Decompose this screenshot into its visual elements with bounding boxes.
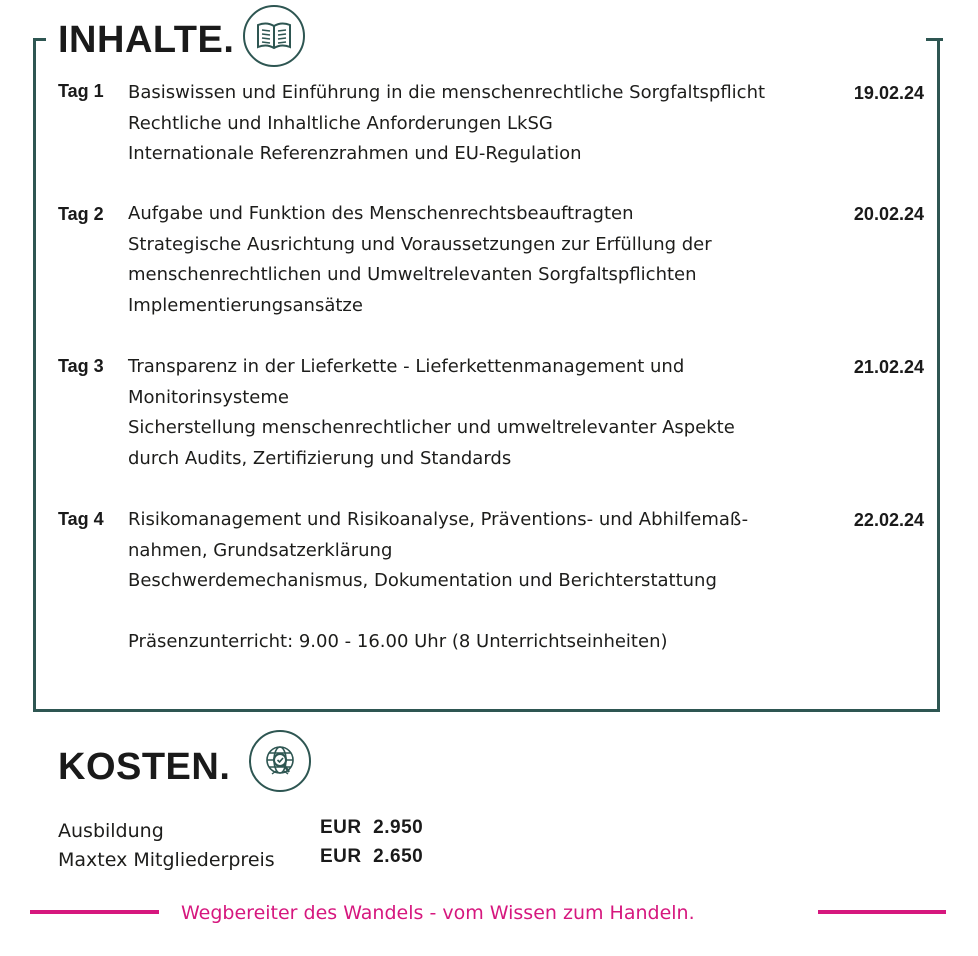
day-line: Strategische Ausrichtung und Voraussetzungen zur Erfüllung der	[128, 233, 712, 255]
day-date: 22.02.24	[853, 510, 924, 530]
day-line: menschenrechtlichen und Umweltrelevanten Sorgfaltspflichten	[128, 264, 697, 285]
day-line: Internationale Referenzrahmen und EU-Regulation	[128, 143, 582, 164]
cost-value: EUR 2.950	[320, 817, 424, 838]
cost-value: EUR 2.650	[320, 846, 424, 867]
day-label: Tag 2	[58, 204, 104, 224]
footer-rule-right	[818, 910, 946, 914]
day-content	[128, 505, 748, 597]
footer-rule-left	[30, 910, 159, 914]
inhalte-title: INHALTE.	[58, 19, 235, 61]
day-content	[128, 199, 712, 321]
day-line: Sicherstellung menschenrechtlicher und umweltrelevanter Aspekte	[128, 417, 735, 438]
globe-search-icon	[249, 730, 311, 792]
day-line: durch Audits, Zertifizierung und Standards	[128, 447, 512, 469]
day-line: Transparenz in der Lieferkette - Lieferkettenmanagement und	[128, 356, 685, 377]
footer-tagline: Wegbereiter des Wandels - vom Wissen zum Handeln.	[181, 902, 695, 924]
day-line: Monitorinsysteme	[128, 386, 289, 408]
day-line: Beschwerdemechanismus, Dokumentation und Berichterstattung	[128, 570, 717, 591]
day-label: Tag 1	[58, 81, 104, 101]
day-content	[128, 78, 765, 170]
frame-corner-right	[926, 38, 943, 41]
day-content	[128, 352, 735, 474]
schedule-text: Präsenzunterricht: 9.00 - 16.00 Uhr (8 Unterrichtseinheiten)	[128, 631, 668, 652]
frame-corner-left	[33, 38, 46, 41]
cost-label: Maxtex Mitgliederpreis	[58, 849, 275, 871]
day-line: nahmen, Grundsatzerklärung	[128, 539, 393, 561]
day-line: Aufgabe und Funktion des Menschenrechtsbeauftragten	[128, 203, 634, 224]
day-date: 20.02.24	[853, 204, 924, 224]
cost-label: Ausbildung	[58, 820, 164, 842]
kosten-title: KOSTEN.	[58, 746, 231, 788]
day-label: Tag 4	[58, 509, 104, 529]
book-icon	[243, 5, 305, 67]
day-date: 21.02.24	[853, 357, 924, 377]
day-line: Rechtliche und Inhaltliche Anforderungen LkSG	[128, 112, 553, 134]
day-label: Tag 3	[58, 356, 104, 376]
day-line: Risikomanagement und Risikoanalyse, Präventions- und Abhilfemaß-	[128, 509, 749, 530]
day-line: Implementierungsansätze	[128, 294, 363, 316]
day-line: Basiswissen und Einführung in die menschenrechtliche Sorgfaltspflicht	[128, 82, 766, 103]
day-date: 19.02.24	[853, 83, 924, 103]
